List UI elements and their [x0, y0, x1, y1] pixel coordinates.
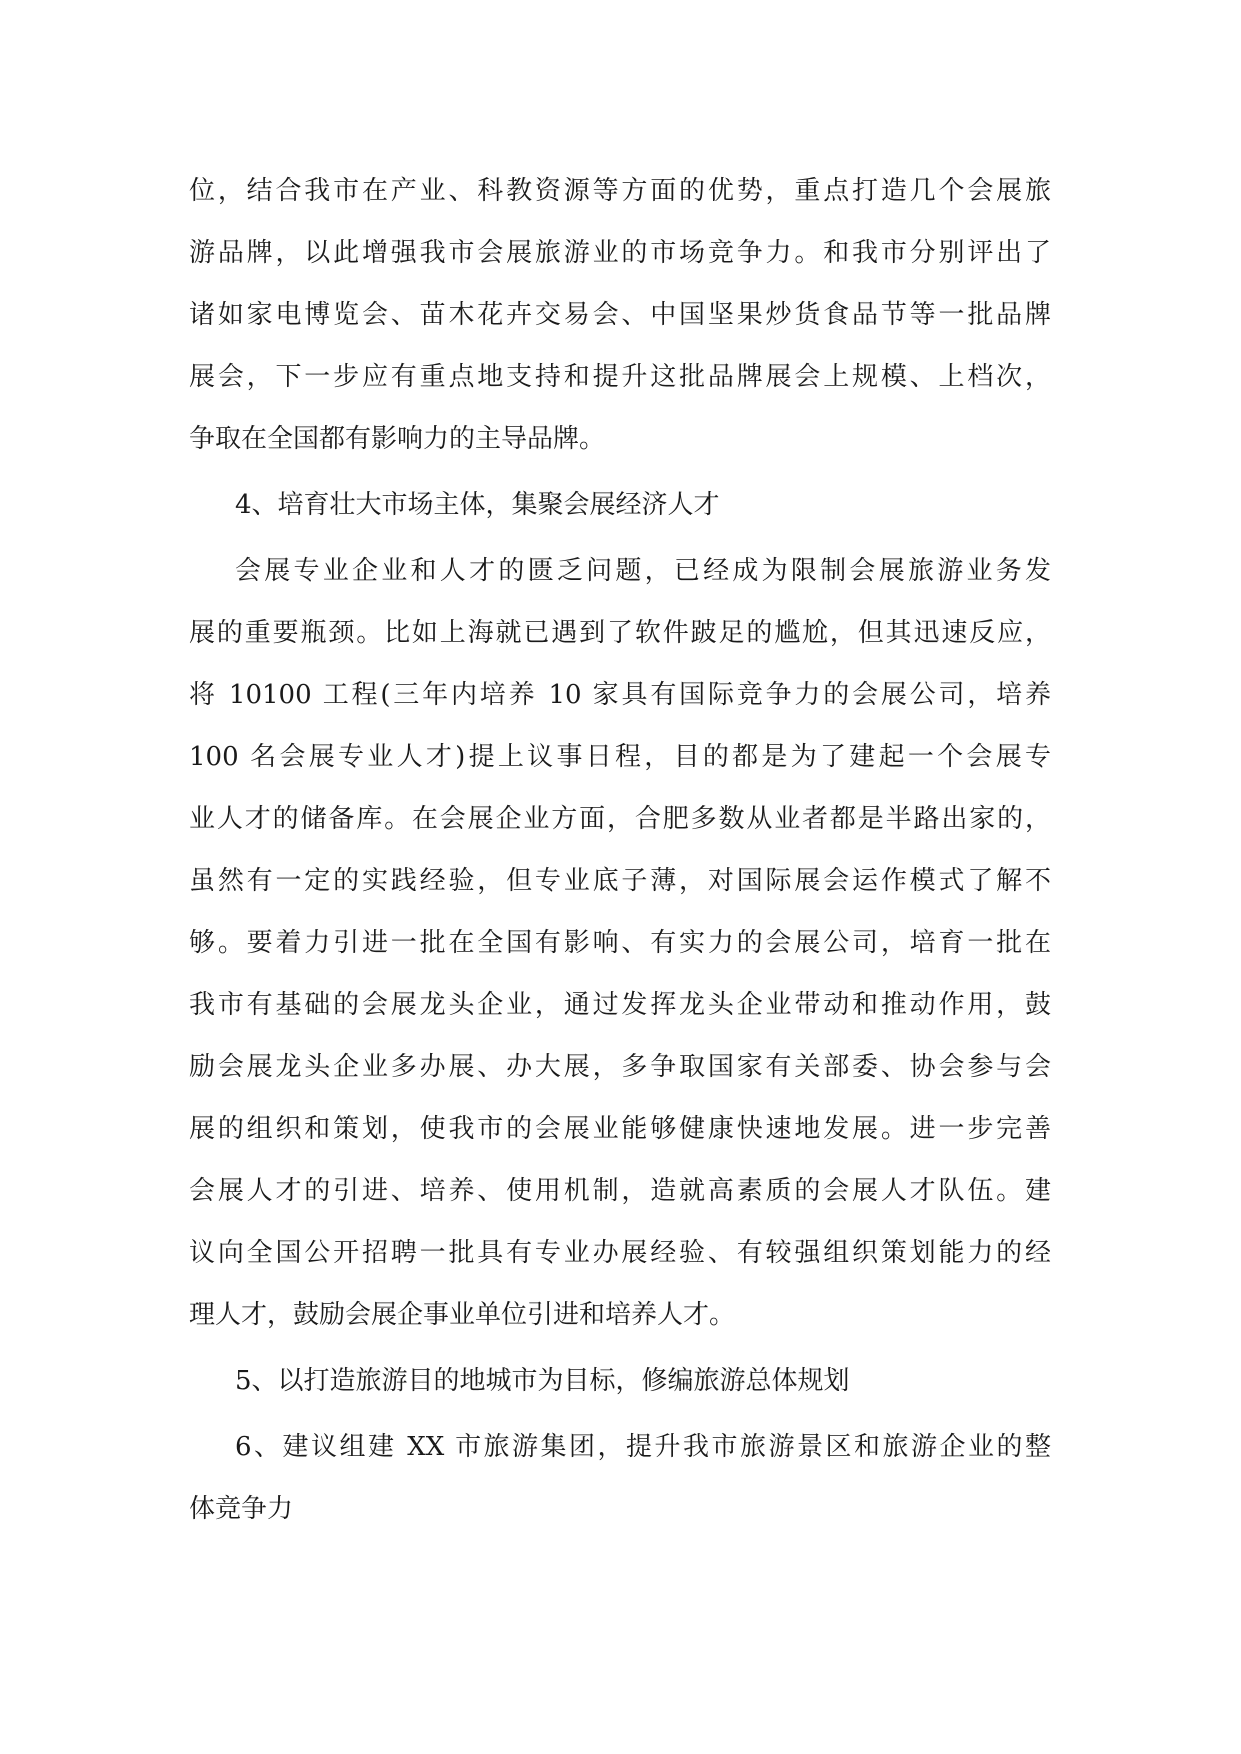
paragraph-line: 100 名会展专业人才)提上议事日程，目的都是为了建起一个会展专	[189, 742, 1051, 772]
paragraph-line: 会展专业企业和人才的匮乏问题，已经成为限制会展旅游业务发	[235, 556, 1051, 586]
paragraph-line: 诸如家电博览会、苗木花卉交易会、中国坚果炒货食品节等一批品牌	[189, 300, 1051, 330]
paragraph-line: 励会展龙头企业多办展、办大展，多争取国家有关部委、协会参与会	[189, 1052, 1051, 1082]
paragraph-line: 会展人才的引进、培养、使用机制，造就高素质的会展人才队伍。建	[189, 1176, 1051, 1206]
section-heading-6: 6、建议组建 XX 市旅游集团，提升我市旅游景区和旅游企业的整	[235, 1432, 1051, 1462]
section-heading-5: 5、以打造旅游目的地城市为目标，修编旅游总体规划	[235, 1366, 850, 1396]
paragraph-line: 虽然有一定的实践经验，但专业底子薄，对国际展会运作模式了解不	[189, 866, 1051, 896]
paragraph-line: 业人才的储备库。在会展企业方面，合肥多数从业者都是半路出家的，	[189, 804, 1051, 834]
paragraph-line: 理人才，鼓励会展企事业单位引进和培养人才。	[189, 1300, 736, 1330]
paragraph-line: 位，结合我市在产业、科教资源等方面的优势，重点打造几个会展旅	[189, 176, 1051, 206]
paragraph-line: 展的组织和策划，使我市的会展业能够健康快速地发展。进一步完善	[189, 1114, 1051, 1144]
paragraph-line: 展会，下一步应有重点地支持和提升这批品牌展会上规模、上档次，	[189, 362, 1051, 392]
paragraph-line: 游品牌，以此增强我市会展旅游业的市场竞争力。和我市分别评出了	[189, 238, 1051, 268]
paragraph-line: 议向全国公开招聘一批具有专业办展经验、有较强组织策划能力的经	[189, 1238, 1051, 1268]
paragraph-line: 我市有基础的会展龙头企业，通过发挥龙头企业带动和推动作用，鼓	[189, 990, 1051, 1020]
paragraph-line: 够。要着力引进一批在全国有影响、有实力的会展公司，培育一批在	[189, 928, 1051, 958]
section-heading-4: 4、培育壮大市场主体，集聚会展经济人才	[235, 490, 720, 520]
section-heading-6-continued: 体竞争力	[189, 1494, 294, 1524]
paragraph-line: 争取在全国都有影响力的主导品牌。	[189, 424, 606, 454]
paragraph-line: 展的重要瓶颈。比如上海就已遇到了软件跛足的尴尬，但其迅速反应，	[189, 618, 1051, 648]
paragraph-line: 将 10100 工程(三年内培养 10 家具有国际竞争力的会展公司，培养	[189, 680, 1051, 710]
